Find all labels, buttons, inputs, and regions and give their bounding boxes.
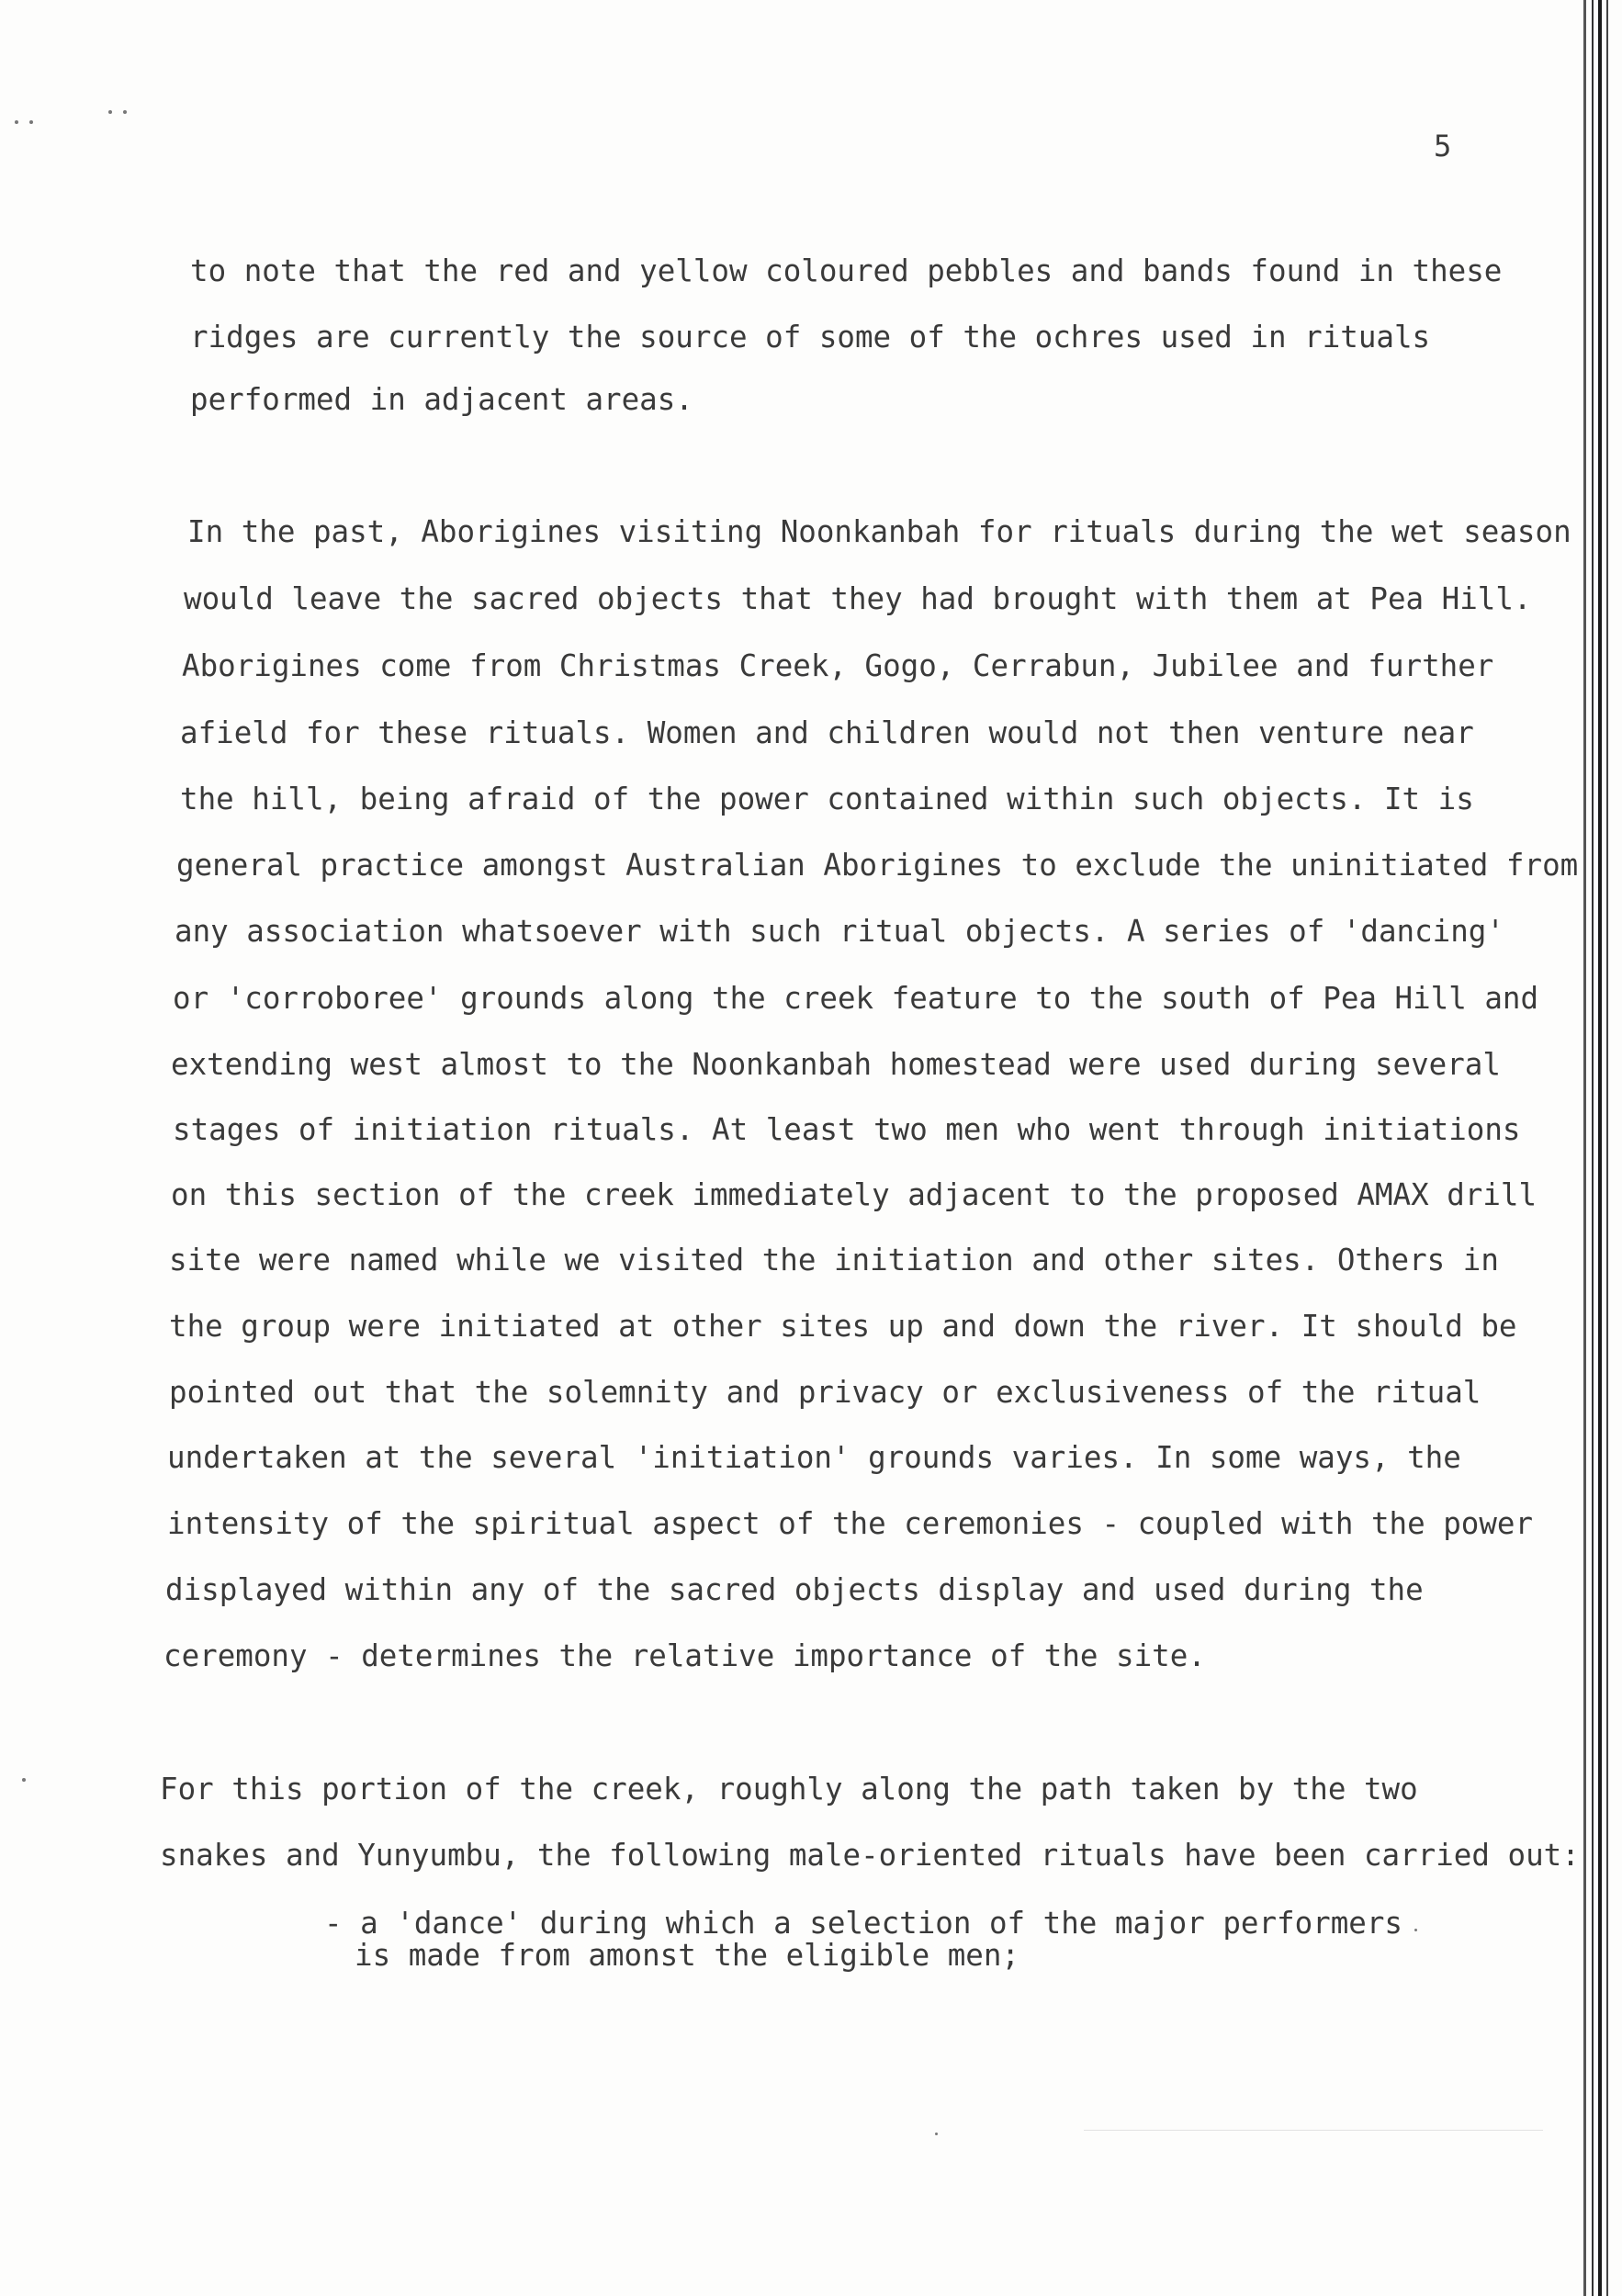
paragraph-2-line: afield for these rituals. Women and children would not then venture near (180, 715, 1474, 750)
scan-speck (123, 110, 127, 114)
scan-speck (108, 110, 112, 114)
paragraph-2-line: the group were initiated at other sites up and down the river. It should be (169, 1309, 1517, 1344)
paragraph-2-line: intensity of the spiritual aspect of the ceremonies - coupled with the power (167, 1506, 1534, 1541)
paragraph-2-line: or 'corroboree' grounds along the creek feature to the south of Pea Hill and (173, 981, 1539, 1016)
paragraph-2-line: displayed within any of the sacred objects display and used during the (165, 1572, 1424, 1607)
paragraph-2-line: on this section of the creek immediately adjacent to the proposed AMAX drill (171, 1177, 1538, 1212)
paragraph-2-line: stages of initiation rituals. At least two men who went through initiations (173, 1112, 1521, 1147)
page-number: 5 (1434, 129, 1452, 163)
paragraph-3-line: snakes and Yunyumbu, the following male-oriented rituals have been carried out: (160, 1838, 1580, 1873)
paragraph-3-line: For this portion of the creek, roughly along the path taken by the two (160, 1772, 1418, 1806)
scan-speck (935, 2133, 938, 2135)
paragraph-2-line: In the past, Aborigines visiting Noonkanbah for rituals during the wet season (187, 514, 1571, 549)
binding-rule (1606, 0, 1608, 2296)
paragraph-2-line: would leave the sacred objects that they had brought with them at Pea Hill. (184, 581, 1532, 616)
list-item-line: is made from amonst the eligible men; (355, 1938, 1019, 1973)
paragraph-2-line: general practice amongst Australian Aborigines to exclude the uninitiated from (176, 848, 1579, 883)
paragraph-1-line: performed in adjacent areas. (190, 382, 693, 417)
paragraph-2-line: the hill, being afraid of the power contained within such objects. It is (180, 782, 1474, 816)
paragraph-2-line: pointed out that the solemnity and privacy or exclusiveness of the ritual (169, 1375, 1481, 1410)
binding-rule (1592, 0, 1594, 2296)
paragraph-1-line: to note that the red and yellow coloured pebbles and bands found in these (190, 253, 1503, 288)
scan-speck (15, 120, 18, 124)
paragraph-2-line: site were named while we visited the initiation and other sites. Others in (169, 1243, 1499, 1277)
paragraph-1-line: ridges are currently the source of some of the ochres used in rituals (190, 320, 1431, 355)
scan-artifact-line (1084, 2130, 1543, 2131)
scan-speck (1414, 1929, 1417, 1931)
paragraph-2-line: extending west almost to the Noonkanbah homestead were used during several (171, 1047, 1501, 1082)
list-item-line: - a 'dance' during which a selection of the major performers (324, 1906, 1402, 1941)
paragraph-2-line: Aborigines come from Christmas Creek, Gogo, Cerrabun, Jubilee and further (182, 648, 1494, 683)
paragraph-2-line: any association whatsoever with such ritual objects. A series of 'dancing' (175, 914, 1504, 949)
scan-speck (22, 1778, 26, 1782)
scan-speck (29, 120, 33, 124)
binding-rule (1598, 0, 1602, 2296)
paragraph-2-line: ceremony - determines the relative importance of the site. (163, 1638, 1206, 1673)
paragraph-2-line: undertaken at the several 'initiation' grounds varies. In some ways, the (167, 1440, 1461, 1475)
binding-rule (1583, 0, 1586, 2296)
